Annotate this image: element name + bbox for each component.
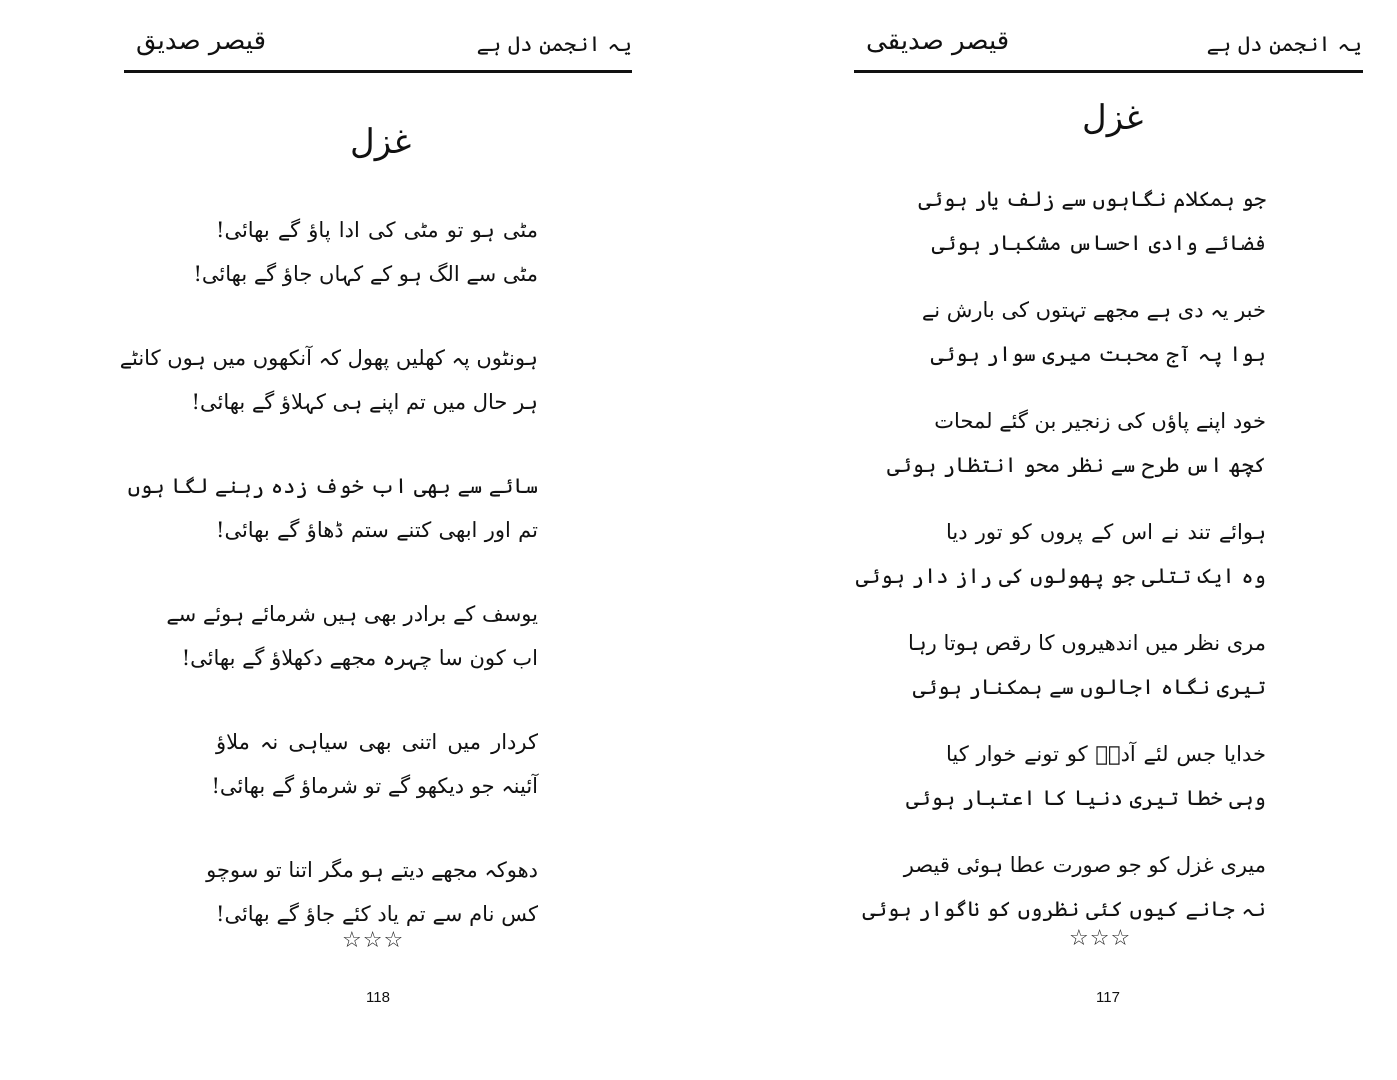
verse-line: ہوا پہ آج محبت میری سوار ہوئی <box>930 342 1266 366</box>
ghazal <box>855 177 1266 954</box>
couplet <box>211 720 538 848</box>
verse-line: نہ جانے کیوں کئی نظروں کو ناگوار ہوئی <box>862 897 1266 921</box>
ghazal <box>119 208 538 976</box>
book-title: یہ انجمن دل ہے <box>476 32 632 56</box>
couplet <box>907 621 1266 732</box>
verse-line: آئینہ جو دیکھو گے تو شرماؤ گے بھائی! <box>211 774 538 798</box>
verse-line: اب کون سا چہرہ مجھے دکھلاؤ گے بھائی! <box>181 646 538 670</box>
end-stars: ☆☆☆ <box>1069 926 1132 951</box>
verse-line: ہوائے تند نے اس کے پروں کو تور دیا <box>946 520 1266 544</box>
couplet <box>127 464 538 592</box>
verse-line: خود اپنے پاؤں کی زنجیر بن گئے لمحات <box>934 409 1266 433</box>
verse-line: کس نام سے تم یاد کئے جاؤ گے بھائی! <box>216 902 538 926</box>
poem-title: غزل <box>350 122 412 162</box>
verse-line: تم اور ابھی کتنے ستم ڈھاؤ گے بھائی! <box>216 518 538 542</box>
verse-line: میری غزل کو جو صورت عطا ہوئی قیصر <box>903 853 1266 877</box>
page-left <box>0 0 698 1080</box>
verse-line: کردار میں اتنی بھی سیاہی نہ ملاؤ <box>216 730 538 754</box>
verse-line: جو ہمکلام نگاہوں سے زلف یار ہوئی <box>918 187 1266 211</box>
couplet <box>166 592 538 720</box>
author-name: قیصر صدیقی <box>866 26 1010 56</box>
verse-line: مری نظر میں اندھیروں کا رقص ہوتا رہا <box>907 631 1266 655</box>
couplet <box>119 336 538 464</box>
poem-title: غزل <box>1082 98 1144 138</box>
author-name: قیصر صدیق <box>136 26 267 56</box>
running-header <box>854 22 1362 70</box>
book-title: یہ انجمن دل ہے <box>1206 32 1362 56</box>
verse-line: یوسف کے برادر بھی ہیں شرمائے ہوئے سے <box>166 602 538 626</box>
verse-line: ہر حال میں تم اپنے ہی کہلاؤ گے بھائی! <box>191 390 538 414</box>
page-right <box>698 0 1397 1080</box>
verse-line: مٹی ہو تو مٹی کی ادا پاؤ گے بھائی! <box>216 218 538 242</box>
verse-line: دھوکہ مجھے دیتے ہو مگر اتنا تو سوچو <box>206 858 538 882</box>
verse-line: فضائے وادی احساس مشکبار ہوئی <box>931 231 1266 255</box>
verse-line: خدایا جس لئے آدمؑ کو تونے خوار کیا <box>946 742 1266 766</box>
page-number: 118 <box>366 989 390 1006</box>
verse-line: وہی خطا تیری دنیا کا اعتبار ہوئی <box>906 786 1266 810</box>
couplet <box>193 208 538 336</box>
verse-line: مٹی سے الگ ہو کے کہاں جاؤ گے بھائی! <box>193 262 538 286</box>
verse-line: ہونٹوں پہ کھلیں پھول کہ آنکھوں میں ہوں کانٹے <box>119 346 538 370</box>
couplet <box>206 848 538 976</box>
running-header <box>124 22 632 70</box>
page-number: 117 <box>1096 989 1120 1006</box>
couplet <box>855 510 1266 621</box>
end-stars: ☆☆☆ <box>342 928 405 953</box>
couplet <box>918 177 1266 288</box>
couplet <box>921 288 1266 399</box>
verse-line: خبر یہ دی ہے مجھے تہتوں کی بارش نے <box>921 298 1266 322</box>
verse-line: تیری نگاہ اجالوں سے ہمکنار ہوئی <box>912 675 1266 699</box>
couplet <box>887 399 1266 510</box>
couplet <box>906 732 1266 843</box>
verse-line: سائے سے بھی اب خوف زدہ رہنے لگا ہوں <box>127 474 538 498</box>
header-rule <box>854 70 1363 73</box>
verse-line: وہ ایک تتلی جو پھولوں کی راز دار ہوئی <box>855 564 1266 588</box>
verse-line: کچھ اس طرح سے نظر محو انتظار ہوئی <box>887 453 1266 477</box>
header-rule <box>124 70 632 73</box>
